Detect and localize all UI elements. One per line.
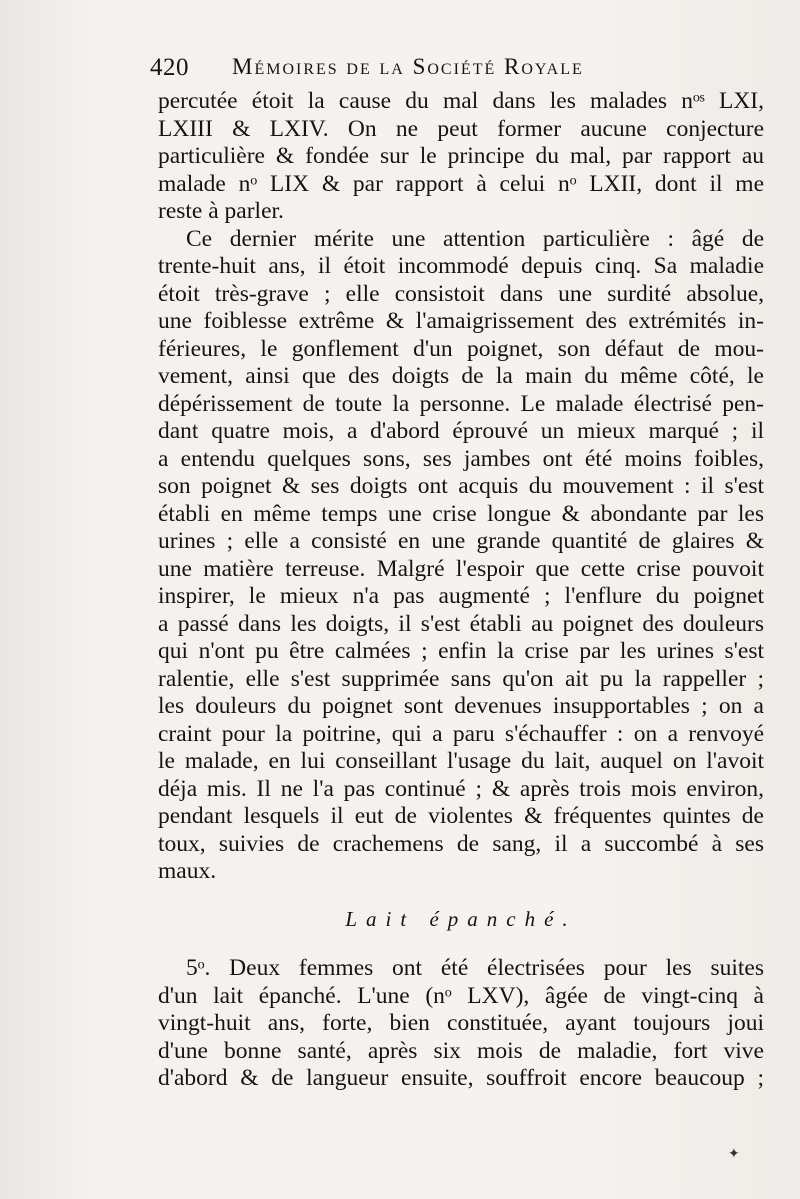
text-line: urines ; elle a consisté en une grande quantité de glaires & (158, 528, 764, 554)
text-line: dant quatre mois, a d'abord éprouvé un mieux marqué ; il (158, 418, 764, 444)
text-line: une matière terreuse. Malgré l'espoir que cette crise pouvoit (158, 555, 764, 582)
running-title: Mémoires de la Société Royale (232, 54, 584, 79)
text-line: malade nᵒ LIX & par rapport à celui nᵒ LXII, dont il me (158, 170, 764, 197)
text-line: le malade, en lui conseillant l'usage du lait, auquel on l'avoit (158, 748, 764, 774)
text-line: férieures, le gonflement d'un poignet, son défaut de mou- (158, 335, 764, 362)
text-line: a passé dans les doigts, il s'est établi au poignet des douleurs (158, 610, 764, 637)
running-head (150, 52, 710, 88)
text-line: ralentie, elle s'est supprimée sans qu'on ait pu la rappeller ; (158, 665, 764, 692)
text-line: d'abord & de langueur ensuite, souffroit encore beaucoup ; (158, 1065, 764, 1091)
text-line: craint pour la poitrine, qui a paru s'échauffer : on a renvoyé (158, 720, 764, 747)
text-line: Ce dernier mérite une attention particulière : âgé de (186, 225, 764, 252)
text-line: vement, ainsi que des doigts de la main du même côté, le (158, 363, 764, 389)
text-line: d'une bonne santé, après six mois de maladie, fort vive (158, 1037, 764, 1064)
text-line: son poignet & ses doigts ont acquis du mouvement : il s'est (158, 473, 764, 499)
text-line: trente-huit ans, il étoit incommodé depuis cinq. Sa maladie (158, 253, 764, 279)
text-line: particulière & fondée sur le principe du mal, par rapport au (158, 143, 764, 169)
text-line: vingt-huit ans, forte, bien constituée, ayant toujours joui (158, 1010, 764, 1036)
text-line: reste à parler. (158, 198, 284, 224)
text-line: étoit très-grave ; elle consistoit dans une surdité absolue, (158, 280, 764, 307)
ornament-mark: ✦ (728, 1146, 740, 1162)
text-line: établi en même temps une crise longue & abondante par les (158, 500, 764, 527)
text-line: une foiblesse extrême & l'amaigrissement des extrémités in- (158, 308, 764, 334)
text-line: les douleurs du poignet sont devenues insupportables ; on a (158, 693, 764, 719)
text-block (158, 88, 770, 1093)
text-line: qui n'ont pu être calmées ; enfin la crise par les urines s'est (158, 638, 764, 664)
text-line: 5ᵒ. Deux femmes ont été électrisées pour les suites (186, 955, 764, 981)
text-line: dépérissement de toute la personne. Le malade électrisé pen- (158, 390, 764, 417)
text-line: inspirer, le mieux n'a pas augmenté ; l'enflure du poignet (158, 583, 764, 609)
text-line: LXIII & LXIV. On ne peut former aucune conjecture (158, 115, 764, 142)
text-line: déja mis. Il ne l'a pas continué ; & après trois mois environ, (158, 775, 764, 802)
text-line: pendant lesquels il eut de violentes & fréquentes quintes de (158, 803, 764, 829)
section-heading: Lait épanché. (345, 906, 577, 931)
text-line: d'un lait épanché. L'une (nᵒ LXV), âgée de vingt-cinq à (158, 982, 764, 1009)
text-line: a entendu quelques sons, ses jambes ont été moins foibles, (158, 445, 764, 472)
text-line: percutée étoit la cause du mal dans les malades nᵒˢ LXI, (158, 88, 764, 114)
paragraph-2 (158, 226, 770, 886)
text-line: maux. (158, 858, 217, 884)
paragraph-1 (158, 88, 770, 226)
page-number: 420 (150, 54, 189, 81)
text-line: toux, suivies de crachemens de sang, il a succombé à ses (158, 830, 764, 857)
paragraph-3 (158, 955, 770, 1093)
